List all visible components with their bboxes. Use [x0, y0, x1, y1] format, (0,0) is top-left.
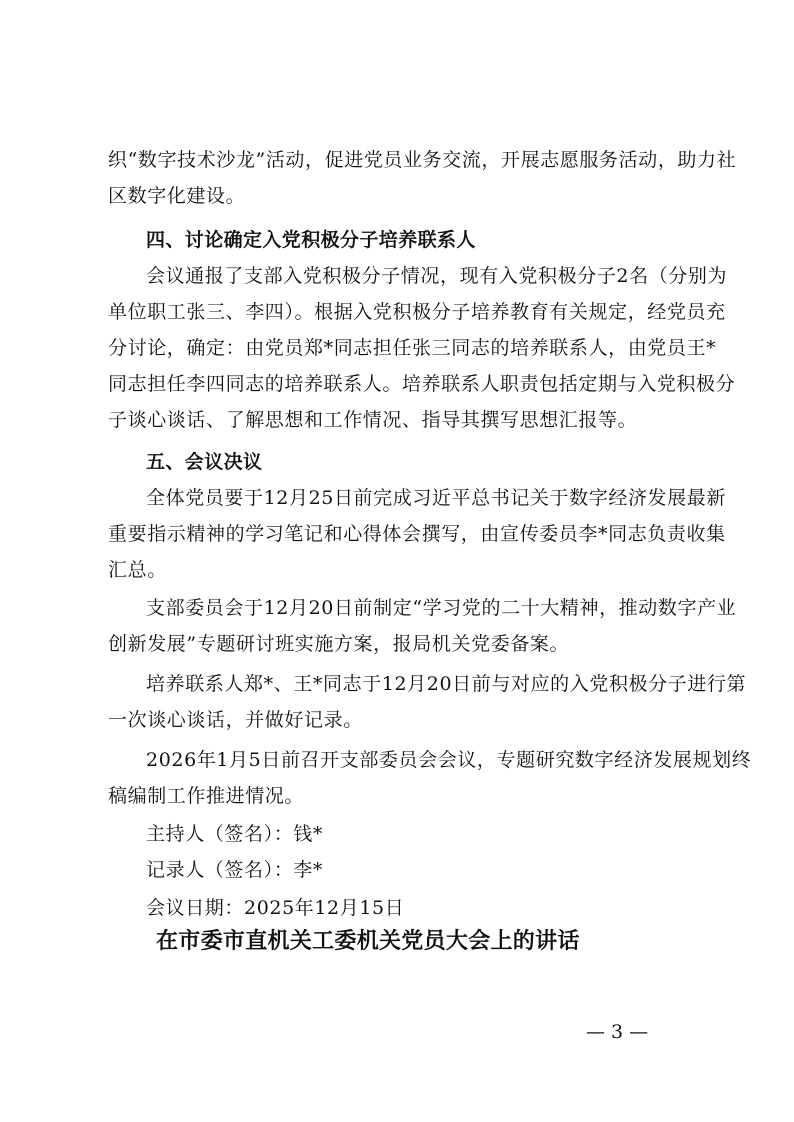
paragraph-line: 单位职工张三、李四）。根据入党积极分子培养教育有关规定，经党员充	[108, 301, 726, 323]
paragraph-line: 汇总。	[108, 559, 167, 581]
host-signature: 主持人（签名）：钱*	[146, 823, 324, 845]
paragraph-line: 分讨论，确定：由党员郑*同志担任张三同志的培养联系人，由党员王*	[108, 337, 717, 359]
paragraph-line: 稿编制工作推进情况。	[108, 785, 305, 807]
section-heading-4: 四、讨论确定入党积极分子培养联系人	[146, 229, 476, 251]
paragraph-line: 2026年1月5日前召开支部委员会会议，专题研究数字经济发展规划终	[146, 749, 752, 771]
paragraph-line: 全体党员要于12月25日前完成习近平总书记关于数字经济发展最新	[146, 487, 726, 509]
paragraph-line: 支部委员会于12月20日前制定“学习党的二十大精神，推动数字产业	[146, 597, 737, 619]
recorder-signature: 记录人（签名）：李*	[146, 859, 324, 881]
paragraph-line: 同志担任李四同志的培养联系人。培养联系人职责包括定期与入党积极分	[108, 373, 736, 395]
paragraph-line: 培养联系人郑*、王*同志于12月20日前与对应的入党积极分子进行第	[146, 673, 747, 695]
paragraph-line: 区数字化建设。	[108, 185, 246, 207]
paragraph-line: 子谈心谈话、了解思想和工作情况、指导其撰写思想汇报等。	[108, 409, 638, 431]
paragraph-line: 一次谈心谈话，并做好记录。	[108, 709, 363, 731]
paragraph-line: 重要指示精神的学习笔记和心得体会撰写，由宣传委员李*同志负责收集	[108, 523, 726, 545]
section-heading-5: 五、会议决议	[146, 451, 263, 473]
next-document-title: 在市委市直机关工委机关党员大会上的讲话	[156, 929, 580, 954]
meeting-date: 会议日期：2025年12月15日	[146, 897, 405, 919]
page-number: — 3 —	[586, 1021, 649, 1043]
paragraph-line: 创新发展”专题研讨班实施方案，报局机关党委备案。	[108, 633, 570, 655]
paragraph-line: 织“数字技术沙龙”活动，促进党员业务交流，开展志愿服务活动，助力社	[108, 149, 737, 171]
paragraph-line: 会议通报了支部入党积极分子情况，现有入党积极分子2名（分别为	[146, 265, 728, 287]
